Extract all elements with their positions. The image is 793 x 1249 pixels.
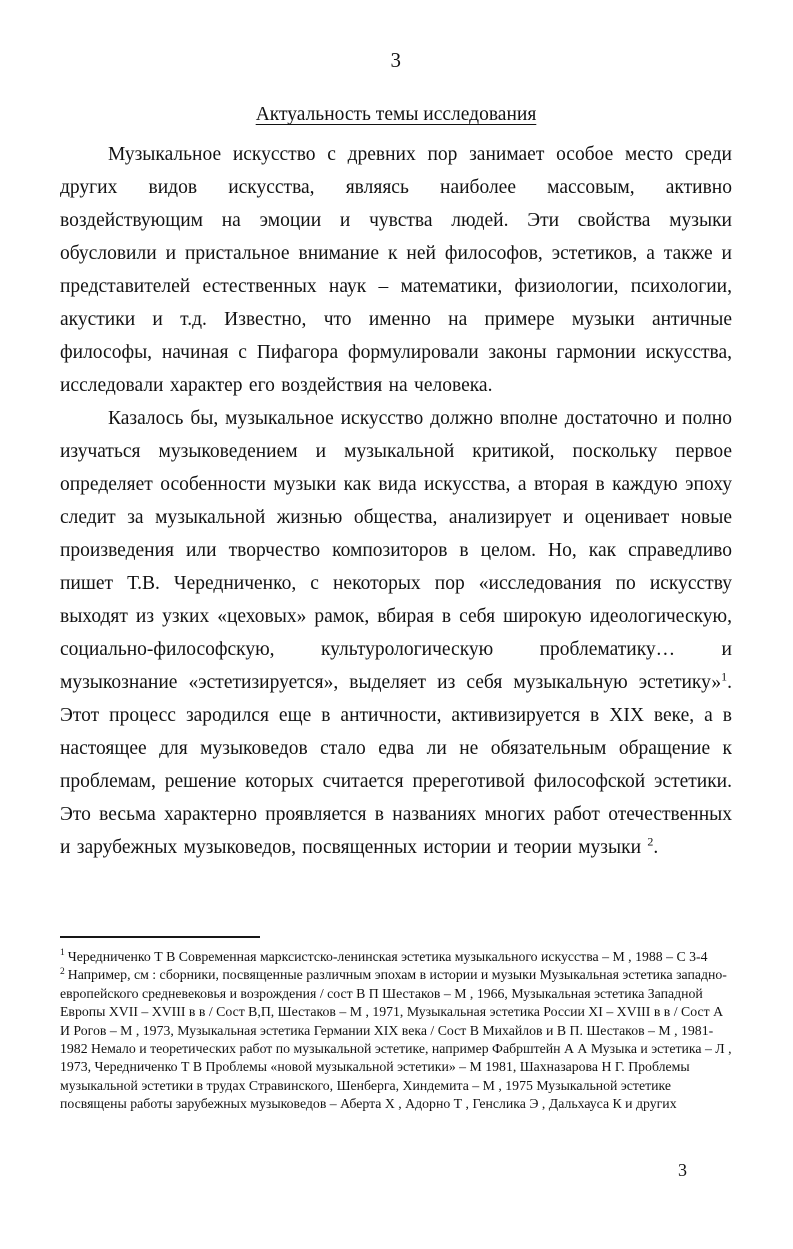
paragraph-2-text-end: .	[653, 837, 659, 858]
footnote-2-text: Например, см : сборники, посвященные различным эпохам в истории и музыки Музыкальная эстетика западно-европейского средневековья и возрождения / сост В П Шестаков – М , 1966, Музыкальная эстетика Западной Европы XVII – XVIII в в / Сост В,П, Шестаков – М , 1971, Музыкальная эстетика России XI – XVIII в в / Сост А И Рогов – М , 1973, Музыкальная эстетика Германии XIX века / Сост В Михайлов и В П. Шестаков – М , 1981-1982 Немало и теоретических работ по музыкальной эстетике, например Фабрштейн А А Музыка и эстетика – Л , 1973, Чередниченко Т В Проблемы «новой музыкальной эстетики» – М 1981, Шахназарова Н Г. Проблемы музыкальной эстетики в трудах Стравинского, Шенберга, Хиндемита – М , 1975 Музыкальной эстетике посвящены работы зарубежных музыковедов – Аберта Х , Адорно Т , Генслика Э , Дальхауса К и других	[60, 967, 732, 1112]
section-heading: Актуальность темы исследования	[255, 104, 537, 125]
paragraph-1	[60, 138, 732, 402]
footnote-2-marker: 2	[60, 966, 65, 977]
footnote-1-text: Чередниченко Т В Современная марксистско-ленинская эстетика музыкального искусства – М , 1988 – С 3-4	[67, 949, 708, 964]
page-content	[60, 0, 732, 864]
footnote-separator	[60, 936, 260, 938]
paragraph-2-text: Казалось бы, музыкальное искусство должно вполне достаточно и полно изучаться музыковедением и музыкальной критикой, поскольку первое определяет особенности музыки как вида искусства, а вторая в каждую эпоху следит за музыкальной жизнью общества, анализирует и оценивает новые произведения или творчество композиторов в целом. Но, как справедливо пишет Т.В. Чередниченко, с некоторых пор «исследования по искусству выходят из узких «цеховых» рамок, вбирая в себя широкую идеологическую, социально-философскую, культурологическую проблематику… и музыкознание «эстетизируется», выделяет из себя музыкальную эстетику»	[60, 408, 732, 693]
paragraph-2	[60, 402, 732, 864]
page-number-top: 3	[390, 48, 402, 72]
footnote-2	[60, 966, 736, 1113]
paragraph-2-text-continued: . Этот процесс зародился еще в античности, активизируется в XIX веке, а в настоящее для музыковедов стало едва ли не обязательным обращение к проблемам, решение которых считается пререготивой философской эстетики. Это весьма характерно проявляется в названиях многих работ отечественных и зарубежных музыковедов, посвященных истории и теории музыки	[60, 672, 732, 858]
footnotes-section	[60, 948, 736, 1114]
footnote-reference-1: 1	[721, 669, 728, 684]
footnote-reference-2: 2	[647, 834, 654, 849]
paragraph-1-text: Музыкальное искусство с древних пор занимает особое место среди других видов искусства, являясь наиболее массовым, активно воздействующим на эмоции и чувства людей. Эти свойства музыки обусловили и пристальное внимание к ней философов, эстетиков, а также и представителей естественных наук – математики, физиологии, психологии, акустики и т.д. Известно, что именно на примере музыки античные философы, начиная с Пифагора формулировали законы гармонии искусства, исследовали характер его воздействия на человека.	[60, 144, 732, 396]
footnote-1	[60, 948, 736, 966]
page-number-bottom: 3	[678, 1160, 687, 1180]
footnote-1-marker: 1	[60, 948, 65, 959]
body-text	[60, 138, 732, 864]
